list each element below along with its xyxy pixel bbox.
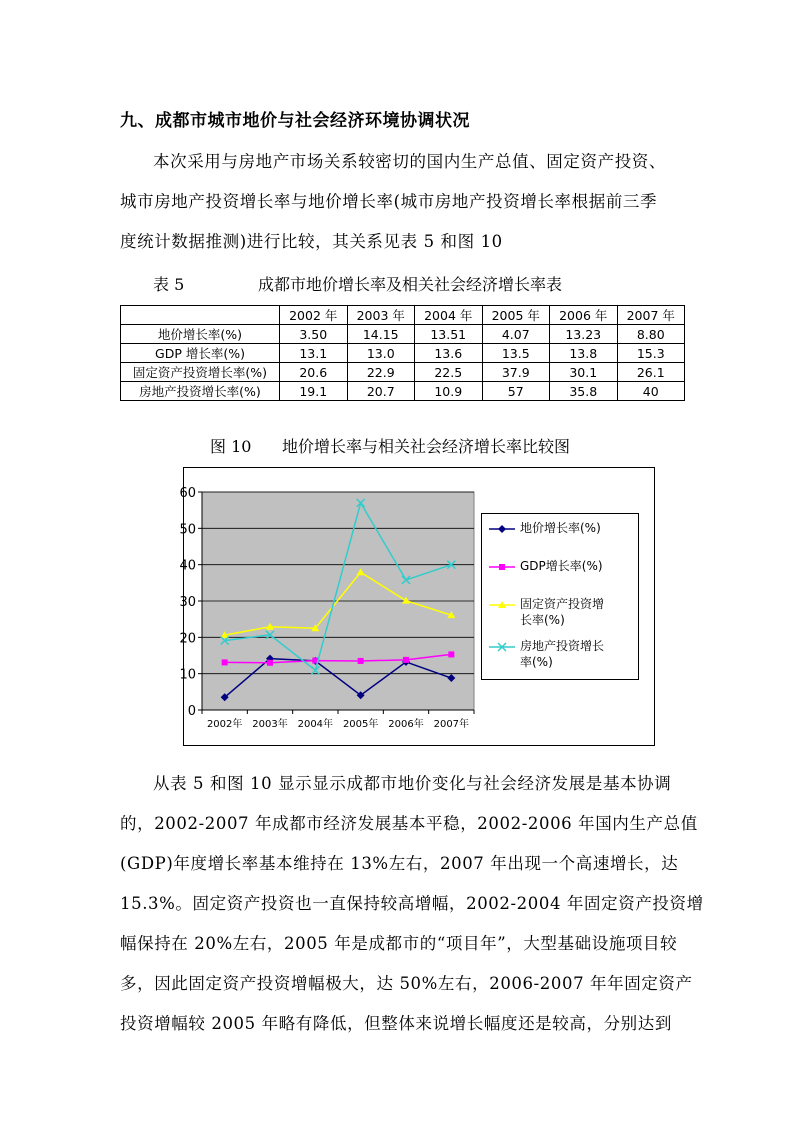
intro-line-3: 度统计数据推测)进行比较，其关系见表 5 和图 10 bbox=[120, 232, 503, 251]
legend-label-line: 长率(%) bbox=[520, 613, 565, 627]
legend-label bbox=[520, 638, 638, 670]
legend-swatch bbox=[488, 640, 516, 654]
table-cell: 26.1 bbox=[617, 363, 685, 382]
legend-label-line: GDP增长率(%) bbox=[520, 559, 603, 573]
table-cell: 35.8 bbox=[550, 382, 618, 401]
legend-swatch bbox=[488, 522, 516, 536]
table-cell: 15.3 bbox=[617, 344, 685, 363]
table-cell: 13.0 bbox=[347, 344, 415, 363]
body-line-4: 15.3%。固定资产投资也一直保持较高增幅，2002-2004 年固定资产投资增 bbox=[120, 894, 704, 913]
table-label: 表 5 bbox=[153, 275, 185, 294]
table-cell: 8.80 bbox=[617, 325, 685, 344]
data-point-marker bbox=[498, 525, 506, 533]
legend-label-line: 固定资产投资增 bbox=[520, 597, 605, 611]
data-point-marker bbox=[267, 660, 273, 666]
table-cell: 13.6 bbox=[415, 344, 483, 363]
legend-item bbox=[488, 596, 636, 632]
chart-legend bbox=[481, 513, 639, 680]
section-heading: 九、成都市城市地价与社会经济环境协调状况 bbox=[120, 111, 470, 131]
table-header-cell bbox=[121, 306, 280, 325]
x-tick-label: 2002年 bbox=[206, 719, 243, 730]
body-line-7: 投资增幅较 2005 年略有降低，但整体来说增长幅度还是较高，分别达到 bbox=[120, 1014, 672, 1033]
table-cell: 20.7 bbox=[347, 382, 415, 401]
y-tick-label: 40 bbox=[179, 558, 196, 574]
table-row bbox=[121, 325, 685, 344]
table-header-cell: 2007 年 bbox=[617, 306, 685, 325]
table-header-cell: 2004 年 bbox=[415, 306, 483, 325]
legend-label-line: 房地产投资增长 bbox=[520, 639, 605, 653]
table-header-cell: 2006 年 bbox=[550, 306, 618, 325]
legend-label bbox=[520, 520, 638, 536]
table-cell: 30.1 bbox=[550, 363, 618, 382]
table-cell: 40 bbox=[617, 382, 685, 401]
table-row bbox=[121, 363, 685, 382]
x-tick-label: 2003年 bbox=[252, 719, 288, 730]
table-cell: 3.50 bbox=[280, 325, 348, 344]
table-row-label: 房地产投资增长率(%) bbox=[121, 382, 280, 401]
figure-title: 地价增长率与相关社会经济增长率比较图 bbox=[282, 437, 571, 456]
y-tick-label: 10 bbox=[179, 667, 196, 683]
y-tick-label: 60 bbox=[179, 486, 196, 501]
table-cell: 13.51 bbox=[415, 325, 483, 344]
legend-item bbox=[488, 520, 636, 556]
table-cell: 13.5 bbox=[482, 344, 550, 363]
table-cell: 13.23 bbox=[550, 325, 618, 344]
y-tick-label: 50 bbox=[179, 522, 196, 538]
table-title: 成都市地价增长率及相关社会经济增长率表 bbox=[258, 275, 563, 294]
table-row-label: 地价增长率(%) bbox=[121, 325, 280, 344]
table-cell: 19.1 bbox=[280, 382, 348, 401]
table-row bbox=[121, 344, 685, 363]
x-tick-label: 2004年 bbox=[297, 719, 334, 730]
legend-item bbox=[488, 558, 636, 594]
legend-label bbox=[520, 558, 638, 574]
x-tick-label: 2006年 bbox=[388, 719, 424, 730]
data-point-marker bbox=[448, 651, 454, 657]
body-line-3: (GDP)年度增长率基本维持在 13%左右，2007 年出现一个高速增长，达 bbox=[120, 854, 679, 873]
table-header-cell: 2003 年 bbox=[347, 306, 415, 325]
intro-line-1: 本次采用与房地产市场关系较密切的国内生产总值、固定资产投资、 bbox=[153, 152, 666, 171]
body-line-2: 的，2002-2007 年成都市经济发展基本平稳，2002-2006 年国内生产总值 bbox=[120, 814, 698, 833]
data-point-marker bbox=[358, 658, 364, 664]
x-tick-label: 2007年 bbox=[433, 719, 470, 730]
data-point-marker bbox=[499, 564, 505, 570]
data-point-marker bbox=[222, 659, 228, 665]
table-row-label: GDP 增长率(%) bbox=[121, 344, 280, 363]
intro-line-2: 城市房地产投资增长率与地价增长率(城市房地产投资增长率根据前三季 bbox=[120, 192, 658, 211]
legend-swatch bbox=[488, 598, 516, 612]
table-cell: 22.9 bbox=[347, 363, 415, 382]
data-point-marker bbox=[403, 657, 409, 663]
legend-label-line: 地价增长率(%) bbox=[520, 521, 601, 535]
table-cell: 22.5 bbox=[415, 363, 483, 382]
table-header-cell: 2002 年 bbox=[280, 306, 348, 325]
legend-label-line: 率(%) bbox=[520, 655, 553, 669]
table-cell: 57 bbox=[482, 382, 550, 401]
table-cell: 13.1 bbox=[280, 344, 348, 363]
body-line-1: 从表 5 和图 10 显示显示成都市地价变化与社会经济发展是基本协调 bbox=[153, 774, 672, 793]
table-row-label: 固定资产投资增长率(%) bbox=[121, 363, 280, 382]
line-chart bbox=[179, 467, 655, 746]
table-cell: 14.15 bbox=[347, 325, 415, 344]
table-cell: 4.07 bbox=[482, 325, 550, 344]
table-row bbox=[121, 382, 685, 401]
x-tick-label: 2005年 bbox=[342, 719, 379, 730]
legend-item bbox=[488, 638, 636, 674]
legend-label bbox=[520, 596, 638, 628]
figure-label: 图 10 bbox=[210, 437, 252, 456]
table-cell: 10.9 bbox=[415, 382, 483, 401]
y-tick-label: 20 bbox=[179, 631, 196, 647]
table-cell: 20.6 bbox=[280, 363, 348, 382]
table-cell: 13.8 bbox=[550, 344, 618, 363]
legend-swatch bbox=[488, 560, 516, 574]
data-table bbox=[120, 305, 685, 401]
y-tick-label: 0 bbox=[187, 704, 196, 719]
table-header-row bbox=[121, 306, 685, 325]
table-cell: 37.9 bbox=[482, 363, 550, 382]
table-header-cell: 2005 年 bbox=[482, 306, 550, 325]
body-line-5: 幅保持在 20%左右，2005 年是成都市的“项目年”，大型基础设施项目较 bbox=[120, 934, 678, 953]
y-tick-label: 30 bbox=[179, 595, 196, 610]
body-line-6: 多，因此固定资产投资增幅极大，达 50%左右，2006-2007 年年固定资产 bbox=[120, 974, 693, 993]
